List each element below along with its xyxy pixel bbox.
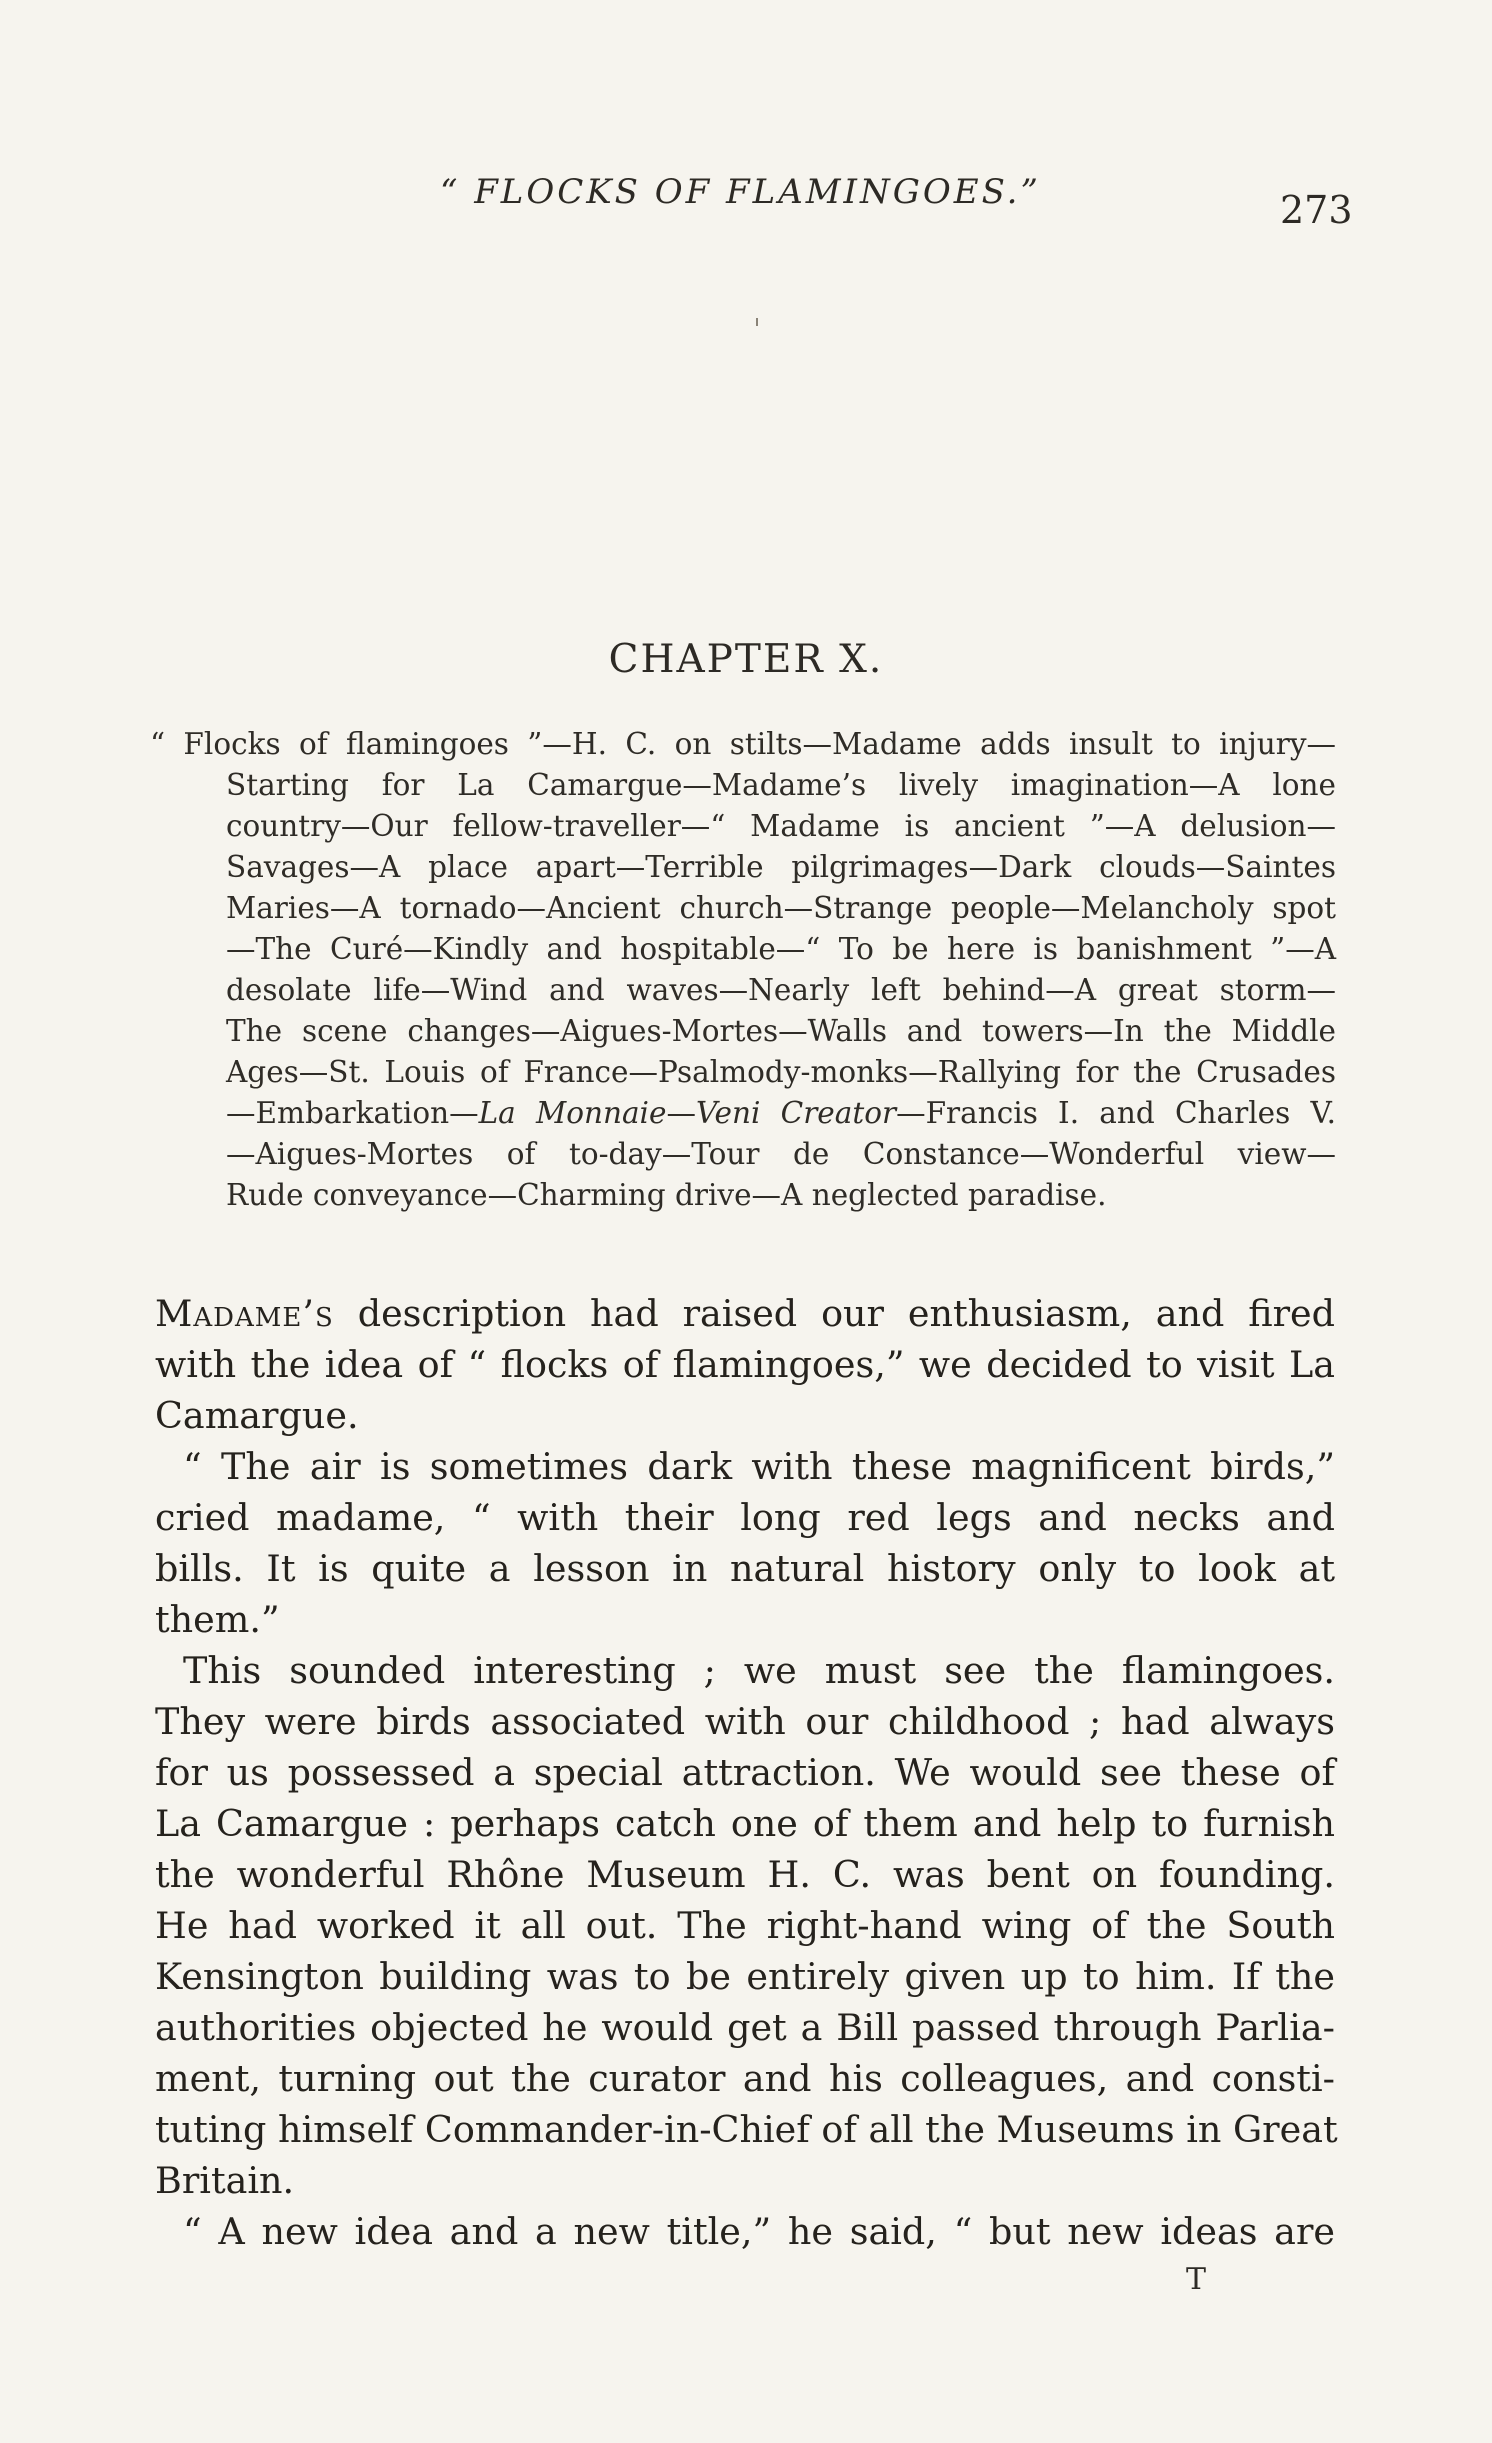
body-line bbox=[155, 1288, 1335, 1339]
synopsis-text: — bbox=[666, 1096, 696, 1130]
synopsis-line: Ages—St. Louis of France—Psalmody-monks—Rallying for the Crusades bbox=[226, 1055, 1336, 1089]
synopsis-line bbox=[150, 1093, 1336, 1134]
body-line: bills. It is quite a lesson in natural history only to look at bbox=[155, 1547, 1335, 1590]
synopsis-italic-title: La Monnaie bbox=[478, 1096, 667, 1130]
synopsis-line: country—Our fellow-traveller—“ Madame is ancient ”—A delusion— bbox=[226, 809, 1336, 843]
body-line: ment, turning out the curator and his colleagues, and consti- bbox=[155, 2057, 1335, 2100]
body-line: cried madame, “ with their long red legs and necks and bbox=[155, 1496, 1335, 1539]
synopsis-line: desolate life—Wind and waves—Nearly left behind—A great storm— bbox=[226, 973, 1336, 1007]
synopsis-line: Maries—A tornado—Ancient church—Strange people—Melancholy spot bbox=[226, 891, 1336, 925]
body-line: Kensington building was to be entirely given up to him. If the bbox=[155, 1955, 1335, 1998]
opening-word: Madame’s bbox=[155, 1292, 334, 1335]
body-text bbox=[155, 1288, 1338, 2257]
body-line: Camargue. bbox=[155, 1394, 359, 1437]
synopsis-text: —Embarkation— bbox=[226, 1096, 479, 1130]
body-line: They were birds associated with our childhood ; had always bbox=[155, 1700, 1335, 1743]
body-line: Britain. bbox=[155, 2159, 295, 2202]
synopsis-line: —Aigues-Mortes of to-day—Tour de Constance—Wonderful view— bbox=[226, 1137, 1336, 1171]
print-speck bbox=[756, 318, 758, 326]
printer-signature-mark: T bbox=[1186, 2262, 1207, 2297]
body-line-text: description had raised our enthusiasm, and fired bbox=[333, 1292, 1335, 1335]
body-line: the wonderful Rhône Museum H. C. was bent on founding. bbox=[155, 1853, 1335, 1896]
synopsis-text: —Francis I. and Charles V. bbox=[896, 1096, 1336, 1130]
body-line: “ The air is sometimes dark with these magnificent birds,” bbox=[183, 1445, 1335, 1488]
body-line: He had worked it all out. The right-hand wing of the South bbox=[155, 1904, 1335, 1947]
synopsis-italic-title: Veni Creator bbox=[695, 1096, 897, 1130]
chapter-synopsis bbox=[150, 724, 1336, 1216]
body-line: This sounded interesting ; we must see the flamingoes. bbox=[183, 1649, 1335, 1692]
body-line: tuting himself Commander-in-Chief of all the Museums in Great bbox=[155, 2108, 1338, 2151]
synopsis-line: The scene changes—Aigues-Mortes—Walls and towers—In the Middle bbox=[226, 1014, 1336, 1048]
body-line: them.” bbox=[155, 1598, 280, 1641]
synopsis-line: Savages—A place apart—Terrible pilgrimages—Dark clouds—Saintes bbox=[226, 850, 1336, 884]
synopsis-line: —The Curé—Kindly and hospitable—“ To be here is banishment ”—A bbox=[226, 932, 1336, 966]
body-line: authorities objected he would get a Bill passed through Parlia- bbox=[155, 2006, 1335, 2049]
body-line: with the idea of “ flocks of flamingoes,” we decided to visit La bbox=[155, 1343, 1335, 1386]
body-line: La Camargue : perhaps catch one of them and help to furnish bbox=[155, 1802, 1335, 1845]
synopsis-line: Rude conveyance—Charming drive—A neglected paradise. bbox=[226, 1178, 1107, 1212]
synopsis-line: “ Flocks of flamingoes ”—H. C. on stilts—Madame adds insult to injury— bbox=[150, 727, 1336, 761]
body-line: for us possessed a special attraction. We would see these of bbox=[155, 1751, 1335, 1794]
chapter-title: CHAPTER X. bbox=[608, 637, 884, 682]
page-number: 273 bbox=[1280, 188, 1353, 232]
synopsis-line: Starting for La Camargue—Madame’s lively imagination—A lone bbox=[226, 768, 1336, 802]
running-head: “ FLOCKS OF FLAMINGOES.” bbox=[440, 172, 1041, 212]
body-line: “ A new idea and a new title,” he said, “ but new ideas are bbox=[183, 2210, 1335, 2253]
